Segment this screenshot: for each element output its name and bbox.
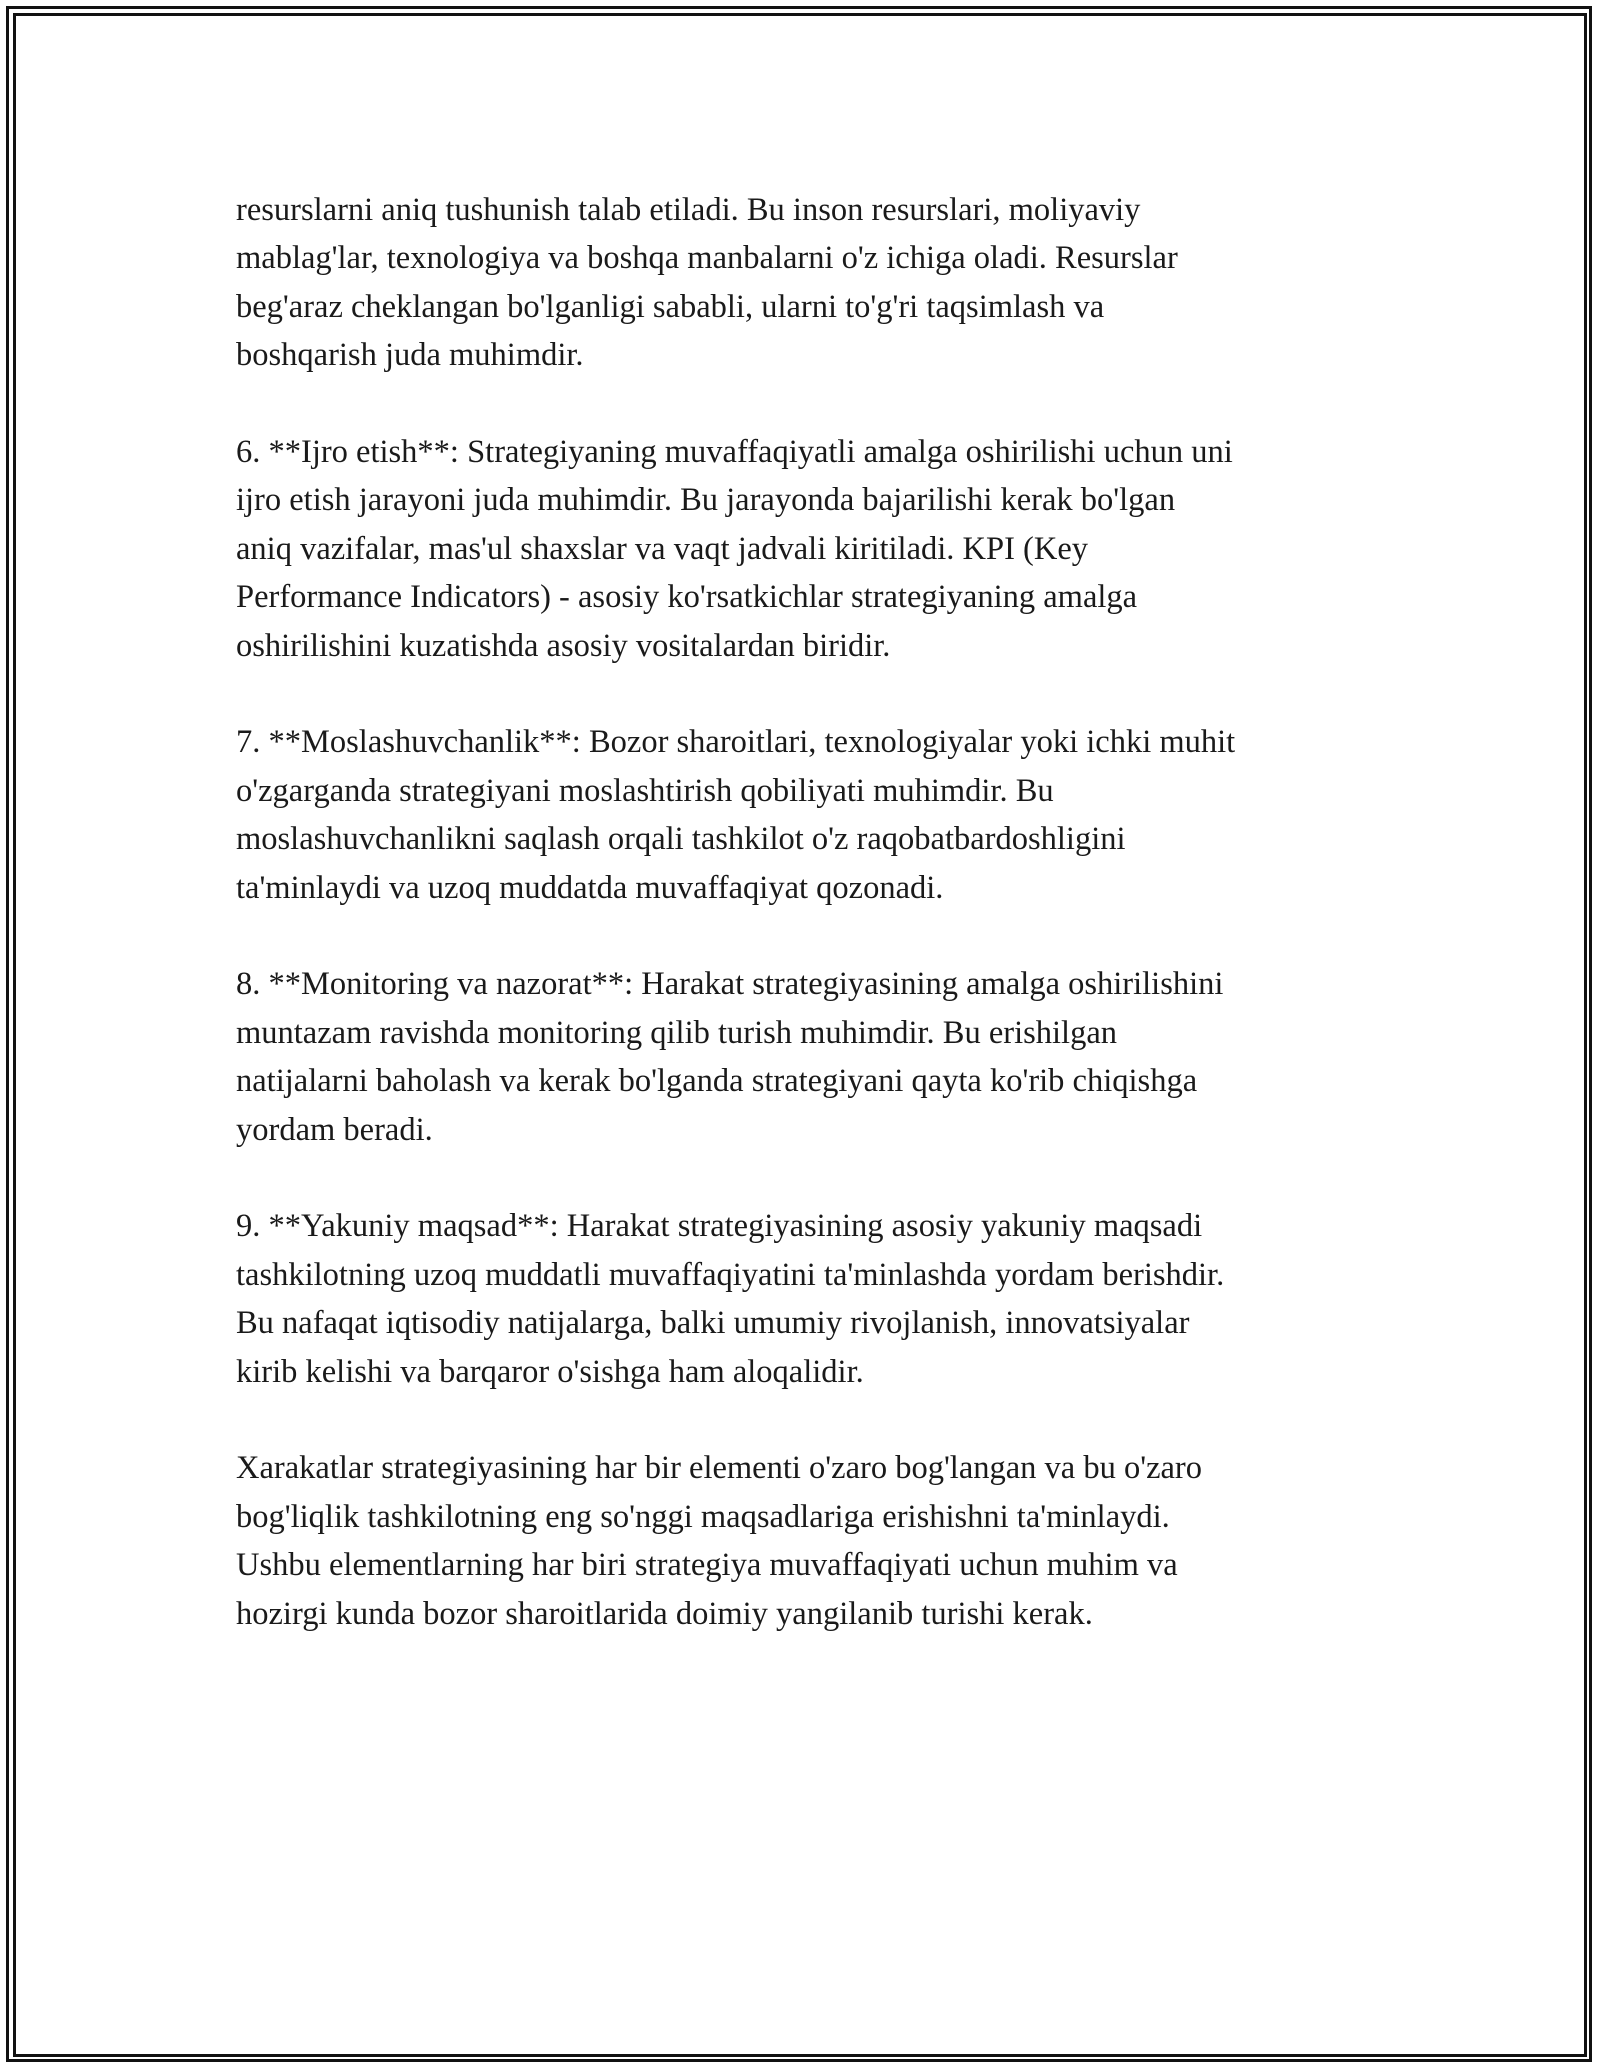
text-line: 7. **Moslashuvchanlik**: Bozor sharoitlari, texnologiyalar yoki ichki muhit [236, 724, 1236, 761]
text-line: boshqarish juda muhimdir. [236, 337, 584, 374]
text-line: hozirgi kunda bozor sharoitlarida doimiy yangilanib turishi kerak. [236, 1595, 1093, 1632]
paragraph-item-6-execution [236, 428, 1376, 670]
text-line: muntazam ravishda monitoring qilib turish muhimdir. Bu erishilgan [236, 1014, 1118, 1051]
text-line: 9. **Yakuniy maqsad**: Harakat strategiyasining asosiy yakuniy maqsadi [236, 1208, 1203, 1245]
paragraph-item-7-flexibility [236, 718, 1376, 912]
text-line: Bu nafaqat iqtisodiy natijalarga, balki umumiy rivojlanish, innovatsiyalar [236, 1305, 1190, 1342]
text-line: mablag'lar, texnologiya va boshqa manbalarni o'z ichiga oladi. Resurslar [236, 240, 1178, 277]
text-line: beg'araz cheklangan bo'lganligi sababli, ularni to'g'ri taqsimlash va [236, 288, 1105, 325]
text-line: aniq vazifalar, mas'ul shaxslar va vaqt jadvali kiritiladi. KPI (Key [236, 530, 1088, 567]
text-line: bog'liqlik tashkilotning eng so'nggi maqsadlariga erishishni ta'minlaydi. [236, 1498, 1170, 1535]
document-body [236, 186, 1376, 1687]
text-line: natijalarni baholash va kerak bo'lganda strategiyani qayta ko'rib chiqishga [236, 1063, 1198, 1100]
text-line: tashkilotning uzoq muddatli muvaffaqiyatini ta'minlashda yordam berishdir. [236, 1256, 1225, 1293]
paragraph-item-8-monitoring [236, 960, 1376, 1154]
text-line: Performance Indicators) - asosiy ko'rsatkichlar strategiyaning amalga [236, 579, 1138, 616]
text-line: kirib kelishi va barqaror o'sishga ham aloqalidir. [236, 1353, 864, 1390]
text-line: 8. **Monitoring va nazorat**: Harakat strategiyasining amalga oshirilishini [236, 966, 1224, 1003]
paragraph-resources-continued [236, 186, 1376, 380]
text-line: moslashuvchanlikni saqlash orqali tashkilot o'z raqobatbardoshligini [236, 821, 1126, 858]
text-line: 6. **Ijro etish**: Strategiyaning muvaffaqiyatli amalga oshirilishi uchun uni [236, 434, 1233, 471]
text-line: Ushbu elementlarning har biri strategiya muvaffaqiyati uchun muhim va [236, 1547, 1178, 1584]
text-line: Xarakatlar strategiyasining har bir elementi o'zaro bog'langan va bu o'zaro [236, 1450, 1203, 1487]
text-line: ta'minlaydi va uzoq muddatda muvaffaqiyat qozonadi. [236, 869, 944, 906]
text-line: yordam beradi. [236, 1111, 433, 1148]
paragraph-conclusion [236, 1444, 1376, 1638]
paragraph-item-9-final-goal [236, 1202, 1376, 1396]
text-line: o'zgarganda strategiyani moslashtirish qobiliyati muhimdir. Bu [236, 772, 1054, 809]
text-line: oshirilishini kuzatishda asosiy vositalardan biridir. [236, 627, 891, 664]
text-line: ijro etish jarayoni juda muhimdir. Bu jarayonda bajarilishi kerak bo'lgan [236, 482, 1176, 519]
text-line: resurslarni aniq tushunish talab etiladi. Bu inson resurslari, moliyaviy [236, 192, 1141, 228]
